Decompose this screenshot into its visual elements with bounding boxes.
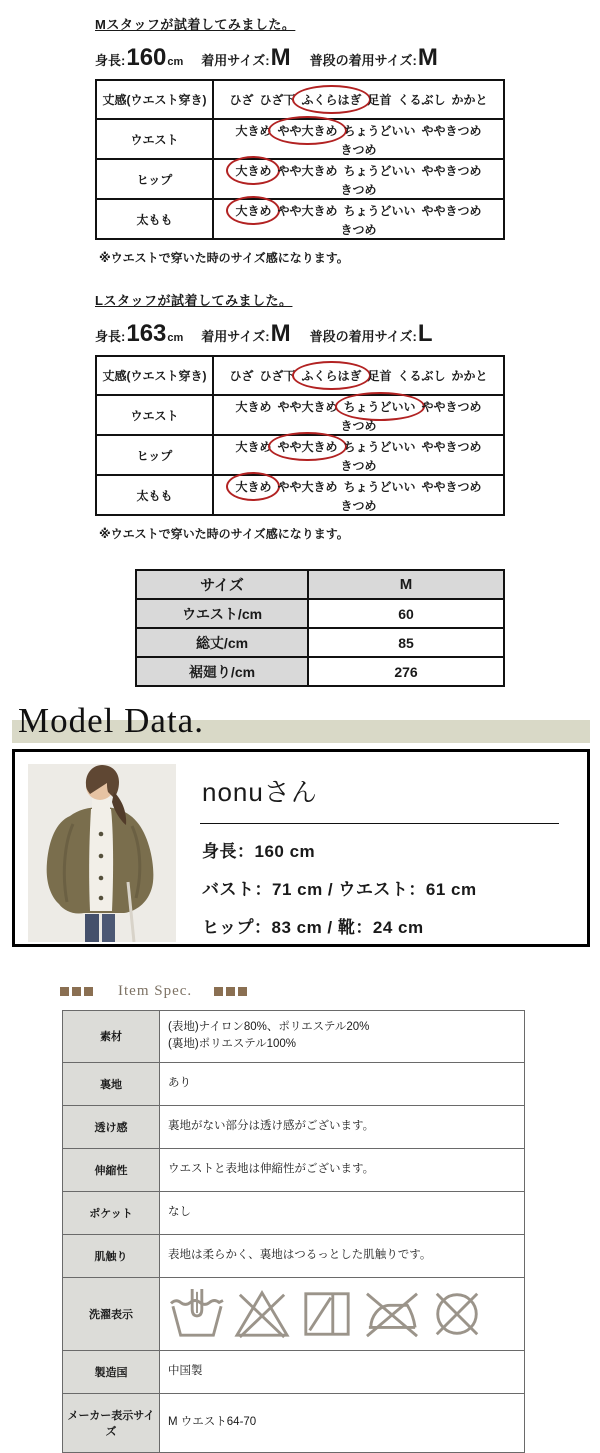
fit-option: 大きめ <box>235 400 272 414</box>
spec-row-label: 素材 <box>63 1011 160 1063</box>
model-info <box>200 764 587 944</box>
fit-option: ちょうどいい <box>343 480 416 494</box>
fit-option: かかと <box>451 93 488 107</box>
fit-row <box>96 395 504 435</box>
spec-row-label: 肌触り <box>63 1234 160 1277</box>
item-spec-heading-text: Item Spec. <box>118 983 193 999</box>
spec-row-label: ポケット <box>63 1191 160 1234</box>
spec-row-value <box>160 1105 525 1148</box>
fit-option: ひざ下 <box>259 93 296 107</box>
spec-value-line: 裏地がない部分は透け感がございます。 <box>168 1119 375 1132</box>
size-header-cell: サイズ <box>136 570 308 599</box>
do-not-iron-icon <box>363 1288 421 1340</box>
fit-row-options <box>213 435 504 475</box>
hang-dry-in-shade-icon <box>298 1288 356 1340</box>
fit-option-circled: 大きめ <box>226 156 280 185</box>
staff-l-stats <box>95 322 600 346</box>
size-row-value: 276 <box>308 657 504 686</box>
fit-row-label: ウエスト <box>96 395 213 435</box>
size-row-value: 60 <box>308 599 504 628</box>
fit-option: ややきつめ <box>421 204 482 218</box>
staff-l-title: Lスタッフが試着してみました。 <box>95 293 293 308</box>
stat-unit: cm <box>167 332 184 344</box>
model-bust-waist: バスト：71 cm / ウエスト：61 cm <box>202 880 477 899</box>
fit-option: ややきつめ <box>421 440 482 454</box>
size-row <box>136 628 504 657</box>
fit-row-options <box>213 356 504 395</box>
staff-l-section <box>95 290 600 542</box>
fit-option: くるぶし <box>397 369 446 383</box>
fit-option-circled: やや大きめ <box>268 432 346 461</box>
fit-option: きつめ <box>340 419 377 433</box>
spec-row-value <box>160 1393 525 1452</box>
fit-option: きつめ <box>340 143 377 157</box>
fit-row <box>96 199 504 239</box>
staff-m-section <box>95 14 600 266</box>
fit-option: ひざ下 <box>259 369 296 383</box>
spec-row-value <box>160 1062 525 1105</box>
fit-option: 大きめ <box>235 440 272 454</box>
spec-value-line: あり <box>168 1076 191 1089</box>
stat-value: L <box>417 320 433 347</box>
fit-option-circled: ふくらはぎ <box>292 85 370 114</box>
model-photo-illustration <box>28 764 176 942</box>
stat-value: M <box>417 44 438 71</box>
spec-value-line: なし <box>168 1205 191 1218</box>
fit-row-options <box>213 80 504 119</box>
fit-option: ちょうどいい <box>343 124 416 138</box>
fit-option-circled: ふくらはぎ <box>292 361 370 390</box>
fit-row-label: 太もも <box>96 199 213 239</box>
fit-row <box>96 119 504 159</box>
size-row-label: ウエスト/cm <box>136 599 308 628</box>
fit-option: ちょうどいい <box>343 440 416 454</box>
fit-row-label: 丈感(ウエスト穿き) <box>96 356 213 395</box>
size-row <box>136 599 504 628</box>
fit-option: やや大きめ <box>277 164 338 178</box>
fit-row-label: 丈感(ウエスト穿き) <box>96 80 213 119</box>
spec-row-label: 透け感 <box>63 1105 160 1148</box>
fit-option-circled: やや大きめ <box>268 116 346 145</box>
fit-row-label: ウエスト <box>96 119 213 159</box>
stat-label: 普段の着用サイズ: <box>309 53 417 68</box>
fit-option-circled: ちょうどいい <box>335 392 425 421</box>
hand-wash-icon <box>168 1288 226 1340</box>
spec-row <box>63 1191 525 1234</box>
fit-option: ややきつめ <box>421 124 482 138</box>
size-row-value: 85 <box>308 628 504 657</box>
do-not-dry-clean-icon <box>428 1288 486 1340</box>
fit-option: 足首 <box>367 93 392 107</box>
fit-row-label: 太もも <box>96 475 213 515</box>
fit-option-circled: 大きめ <box>226 196 280 225</box>
spec-squares-left <box>60 987 96 996</box>
model-photo <box>28 764 176 942</box>
spec-row <box>63 1393 525 1452</box>
spec-row-label: 裏地 <box>63 1062 160 1105</box>
spec-squares-right <box>214 987 250 996</box>
spec-row-value <box>160 1277 525 1350</box>
stat-label: 着用サイズ: <box>201 53 270 68</box>
fit-option: 足首 <box>367 369 392 383</box>
size-header-row <box>136 570 504 599</box>
stat-label: 普段の着用サイズ: <box>309 329 417 344</box>
stat-label: 着用サイズ: <box>201 329 270 344</box>
fit-option: ややきつめ <box>421 164 482 178</box>
staff-l-note: ※ウエストで穿いた時のサイズ感になります。 <box>99 527 349 541</box>
fit-row <box>96 475 504 515</box>
stat-label: 身長: <box>95 329 126 344</box>
stat-value: 163 <box>126 320 167 347</box>
staff-m-note: ※ウエストで穿いた時のサイズ感になります。 <box>99 251 349 265</box>
spec-row <box>63 1234 525 1277</box>
spec-row-value <box>160 1234 525 1277</box>
spec-row-label: メーカー表示サイズ <box>63 1393 160 1452</box>
staff-l-fit-table <box>95 355 505 516</box>
model-hip-shoe: ヒップ：83 cm / 靴：24 cm <box>202 918 424 937</box>
size-row <box>136 657 504 686</box>
fit-option: やや大きめ <box>277 480 338 494</box>
model-height: 身長：160 cm <box>202 842 316 861</box>
fit-option: やや大きめ <box>277 400 338 414</box>
fit-option: ややきつめ <box>421 400 482 414</box>
fit-option: きつめ <box>340 223 377 237</box>
fit-option: きつめ <box>340 499 377 513</box>
model-data-heading-text: Model Data. <box>18 701 204 740</box>
fit-option: やや大きめ <box>277 204 338 218</box>
fit-row-label: ヒップ <box>96 435 213 475</box>
spec-row <box>63 1011 525 1063</box>
fit-option: かかと <box>451 369 488 383</box>
spec-row <box>63 1105 525 1148</box>
spec-value-line: ウエストと表地は伸縮性がございます。 <box>168 1162 375 1175</box>
size-header-cell: M <box>308 570 504 599</box>
fit-option: きつめ <box>340 459 377 473</box>
item-spec-table <box>62 1010 525 1453</box>
spec-row <box>63 1062 525 1105</box>
fit-option: ややきつめ <box>421 480 482 494</box>
spec-row-value <box>160 1350 525 1393</box>
fit-option: くるぶし <box>397 93 446 107</box>
laundry-symbols <box>168 1286 516 1342</box>
fit-row <box>96 159 504 199</box>
fit-row-label: ヒップ <box>96 159 213 199</box>
fit-row <box>96 80 504 119</box>
spec-row <box>63 1350 525 1393</box>
stat-unit: cm <box>167 56 184 68</box>
stat-value: M <box>270 320 291 347</box>
do-not-bleach-icon <box>233 1288 291 1340</box>
spec-row-value <box>160 1191 525 1234</box>
staff-m-fit-table <box>95 79 505 240</box>
fit-row <box>96 435 504 475</box>
fit-row-options <box>213 395 504 435</box>
spec-row <box>63 1277 525 1350</box>
fit-option-circled: 大きめ <box>226 472 280 501</box>
fit-option: ひざ <box>229 93 254 107</box>
staff-m-title: Mスタッフが試着してみました。 <box>95 17 296 32</box>
spec-value-line: 中国製 <box>168 1364 203 1377</box>
staff-m-stats <box>95 46 600 70</box>
spec-row-label: 製造国 <box>63 1350 160 1393</box>
spec-row <box>63 1148 525 1191</box>
fit-row-options <box>213 199 504 239</box>
size-row-label: 総丈/cm <box>136 628 308 657</box>
model-data-box <box>12 749 590 947</box>
spec-value-line: (裏地)ポリエステル100% <box>168 1038 297 1051</box>
spec-row-label: 洗濯表示 <box>63 1277 160 1350</box>
stat-value: 160 <box>126 44 167 71</box>
stat-label: 身長: <box>95 53 126 68</box>
spec-row-value <box>160 1011 525 1063</box>
fit-option: ちょうどいい <box>343 164 416 178</box>
size-row-label: 裾廻り/cm <box>136 657 308 686</box>
fit-option: きつめ <box>340 183 377 197</box>
fit-row-options <box>213 119 504 159</box>
item-spec-heading <box>60 983 600 1000</box>
fit-row-options <box>213 475 504 515</box>
fit-option: ひざ <box>229 369 254 383</box>
spec-value-line: M ウエスト64-70 <box>168 1415 257 1428</box>
fit-option: ちょうどいい <box>343 204 416 218</box>
fit-row-options <box>213 159 504 199</box>
model-data-heading <box>0 703 600 747</box>
spec-value-line: (表地)ナイロン80%、ポリエステル20% <box>168 1021 370 1033</box>
spec-row-value <box>160 1148 525 1191</box>
stat-value: M <box>270 44 291 71</box>
spec-row-label: 伸縮性 <box>63 1148 160 1191</box>
spec-value-line: 表地は柔らかく、裏地はつるっとした肌触りです。 <box>168 1248 432 1261</box>
model-name: nonuさん <box>200 764 559 824</box>
size-table <box>135 569 505 687</box>
fit-row <box>96 356 504 395</box>
fit-option: 大きめ <box>235 124 272 138</box>
